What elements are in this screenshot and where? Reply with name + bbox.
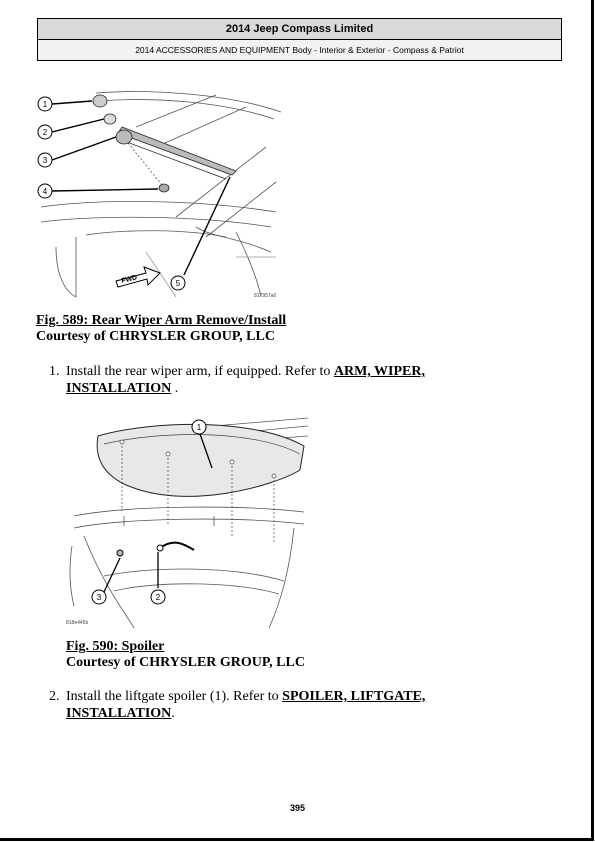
callout-4: 4 (42, 187, 48, 196)
step-text: Install the liftgate spoiler (1). Refer to (66, 689, 279, 704)
caption-courtesy: Courtesy of CHRYSLER GROUP, LLC (66, 655, 305, 670)
step-tail: . (171, 381, 179, 396)
link-arm-wiper-installation[interactable]: ARM, WIPER, INSTALLATION (66, 364, 425, 396)
callout-3: 3 (42, 156, 48, 165)
rear-wiper-arm-illustration (36, 87, 290, 301)
fwd-label: FWD (120, 274, 138, 285)
link-spoiler-liftgate-installation[interactable]: SPOILER, LIFTGATE, INSTALLATION (66, 689, 426, 721)
figure-image-code: 818e445b (66, 620, 89, 626)
figure-caption (66, 639, 305, 671)
figure-spoiler (64, 416, 310, 630)
step-number: 1. (49, 364, 60, 379)
callout-1: 1 (196, 423, 202, 432)
page-number: 395 (289, 803, 306, 813)
step-number: 2. (49, 689, 60, 704)
figure-caption (36, 313, 286, 345)
caption-title: Fig. 589: Rear Wiper Arm Remove/Install (36, 313, 287, 328)
caption-courtesy: Courtesy of CHRYSLER GROUP, LLC (36, 329, 275, 344)
document-header (37, 18, 562, 61)
header-title: 2014 Jeep Compass Limited (38, 19, 561, 40)
callout-2: 2 (155, 593, 161, 602)
step-text: Install the rear wiper arm, if equipped. Refer to (66, 364, 331, 379)
spoiler-illustration (64, 416, 310, 630)
figure-image-code: 817957a6 (254, 293, 277, 299)
callout-2: 2 (42, 128, 48, 137)
header-subtitle: 2014 ACCESSORIES AND EQUIPMENT Body - Interior & Exterior - Compass & Patriot (38, 40, 561, 60)
step-tail: . (171, 706, 175, 721)
figure-rear-wiper-arm (36, 87, 290, 301)
callout-3: 3 (96, 593, 102, 602)
caption-title: Fig. 590: Spoiler (66, 639, 165, 654)
callout-1: 1 (42, 100, 48, 109)
callout-5: 5 (175, 279, 181, 288)
